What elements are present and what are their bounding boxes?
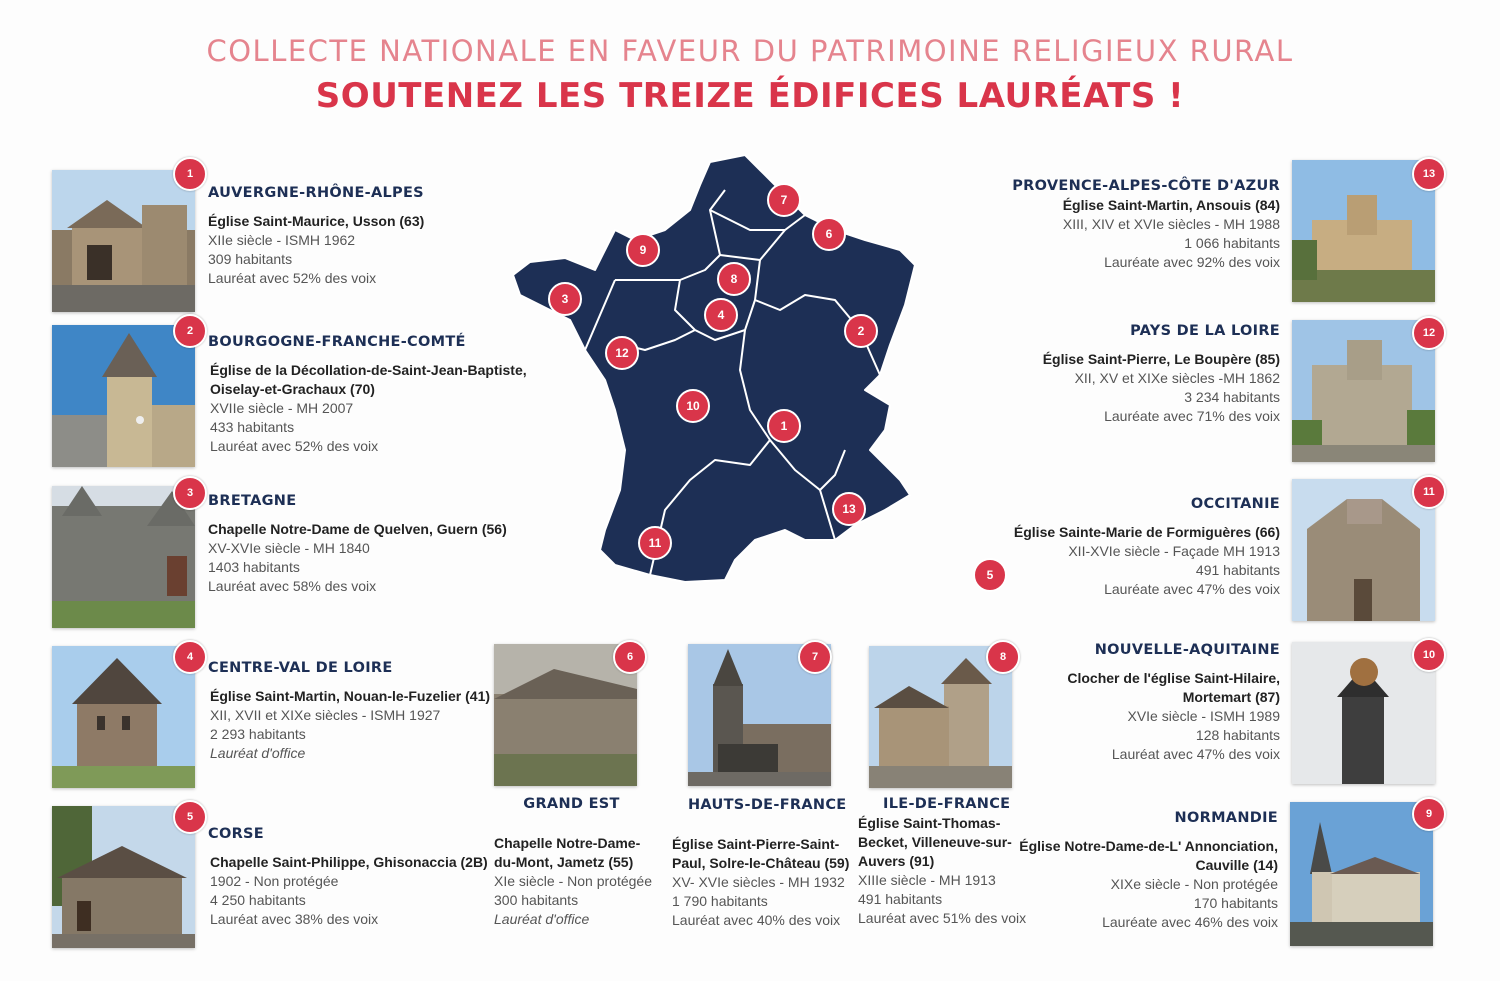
entry-bourgogne bbox=[210, 333, 530, 456]
building-name: Église Saint-Thomas-Becket, Villeneuve-sur-Auvers (91) bbox=[858, 815, 1012, 869]
photo-usson bbox=[52, 170, 195, 312]
map-pin-11: 11 bbox=[638, 526, 672, 560]
badge-4: 4 bbox=[173, 640, 207, 674]
region-label: PAYS DE LA LOIRE bbox=[1130, 323, 1280, 339]
building-century: XIe siècle - Non protégée bbox=[494, 873, 652, 889]
building-vote: Lauréat avec 52% des voix bbox=[208, 270, 377, 286]
building-century: XIIIe siècle - MH 1913 bbox=[858, 872, 996, 888]
building-name: Église de la Décollation-de-Saint-Jean-Baptiste, Oiselay-et-Grachaux (70) bbox=[210, 362, 527, 397]
map-pin-4: 4 bbox=[704, 298, 738, 332]
building-population: 433 habitants bbox=[210, 419, 295, 435]
region-label: OCCITANIE bbox=[1190, 496, 1280, 512]
map-pin-9: 9 bbox=[626, 233, 660, 267]
map-pin-7: 7 bbox=[767, 183, 801, 217]
building-century: XII, XV et XIXe siècles -MH 1862 bbox=[1074, 370, 1280, 386]
map-pin-10: 10 bbox=[676, 389, 710, 423]
entry-bretagne bbox=[208, 492, 508, 596]
building-name: Église Saint-Pierre-Saint-Paul, Solre-le-Château (59) bbox=[672, 836, 850, 871]
building-population: 491 habitants bbox=[1195, 562, 1280, 578]
building-population: 1 066 habitants bbox=[1184, 235, 1280, 251]
badge-10: 10 bbox=[1412, 638, 1446, 672]
region-label: CORSE bbox=[208, 826, 264, 842]
building-name: Église Sainte-Marie de Formiguères (66) bbox=[1013, 524, 1280, 540]
building-century: XIIe siècle - ISMH 1962 bbox=[208, 232, 356, 248]
building-vote: Lauréate avec 46% des voix bbox=[1102, 914, 1278, 930]
photo-ghisonaccia bbox=[52, 806, 195, 948]
entry-occitanie bbox=[1000, 495, 1280, 599]
building-population: 1403 habitants bbox=[208, 559, 300, 575]
photo-cauville bbox=[1290, 802, 1433, 946]
building-century: XVIe siècle - ISMH 1989 bbox=[1127, 708, 1280, 724]
building-vote: Lauréat d'office bbox=[494, 911, 590, 927]
building-population: 309 habitants bbox=[208, 251, 293, 267]
building-population: 491 habitants bbox=[858, 891, 943, 907]
building-population: 300 habitants bbox=[494, 892, 579, 908]
building-population: 3 234 habitants bbox=[1184, 389, 1280, 405]
map-pin-3: 3 bbox=[548, 282, 582, 316]
badge-5: 5 bbox=[173, 800, 207, 834]
building-vote: Lauréate avec 92% des voix bbox=[1104, 254, 1280, 270]
entry-pays-de-la-loire bbox=[1000, 322, 1280, 426]
entry-hauts-de-france bbox=[672, 796, 852, 930]
region-label: ILE-DE-FRANCE bbox=[883, 796, 1011, 812]
building-vote: Lauréat avec 47% des voix bbox=[1111, 746, 1280, 762]
building-population: 170 habitants bbox=[1193, 895, 1278, 911]
building-vote: Lauréate avec 47% des voix bbox=[1104, 581, 1280, 597]
region-label: BRETAGNE bbox=[208, 493, 297, 509]
building-vote: Lauréat avec 58% des voix bbox=[208, 578, 377, 594]
region-label: CENTRE-VAL DE LOIRE bbox=[208, 660, 393, 676]
badge-8: 8 bbox=[986, 640, 1020, 674]
entry-nouvelle-aquitaine bbox=[1010, 641, 1280, 764]
badge-3: 3 bbox=[173, 476, 207, 510]
france-map bbox=[505, 150, 994, 610]
badge-11: 11 bbox=[1412, 475, 1446, 509]
entry-normandie bbox=[1000, 809, 1278, 932]
entry-corse bbox=[208, 825, 498, 929]
subtitle: COLLECTE NATIONALE EN FAVEUR DU PATRIMOINE RELIGIEUX RURAL bbox=[206, 34, 1294, 68]
building-name: Clocher de l'église Saint-Hilaire, Mortemart (87) bbox=[1067, 670, 1280, 705]
building-name: Église Notre-Dame-de-L' Annonciation, Cauville (14) bbox=[1019, 838, 1278, 873]
building-vote: Lauréate avec 71% des voix bbox=[1104, 408, 1280, 424]
badge-1: 1 bbox=[173, 157, 207, 191]
badge-6: 6 bbox=[613, 640, 647, 674]
map-pin-12: 12 bbox=[605, 336, 639, 370]
building-name: Église Saint-Martin, Ansouis (84) bbox=[1062, 197, 1280, 213]
building-name: Église Saint-Maurice, Usson (63) bbox=[208, 213, 425, 229]
building-century: XII-XVIe siècle - Façade MH 1913 bbox=[1068, 543, 1280, 559]
building-name: Chapelle Notre-Dame-du-Mont, Jametz (55) bbox=[494, 835, 641, 870]
building-century: XII, XVII et XIXe siècles - ISMH 1927 bbox=[210, 707, 441, 723]
building-name: Chapelle Notre-Dame de Quelven, Guern (56) bbox=[208, 521, 507, 537]
building-century: XVIIe siècle - MH 2007 bbox=[210, 400, 354, 416]
building-vote: Lauréat avec 52% des voix bbox=[210, 438, 379, 454]
building-population: 1 790 habitants bbox=[672, 893, 768, 909]
map-pin-1: 1 bbox=[767, 409, 801, 443]
building-century: XIXe siècle - Non protégée bbox=[1110, 876, 1278, 892]
photo-nouan bbox=[52, 646, 195, 788]
entry-auvergne bbox=[208, 184, 488, 288]
building-vote: Lauréat avec 40% des voix bbox=[672, 912, 841, 928]
photo-quelven bbox=[52, 486, 195, 628]
region-label: GRAND EST bbox=[523, 796, 620, 812]
badge-13: 13 bbox=[1412, 157, 1446, 191]
building-century: 1902 - Non protégée bbox=[210, 873, 339, 889]
building-vote: Lauréat avec 38% des voix bbox=[210, 911, 379, 927]
building-century: XV-XVIe siècle - MH 1840 bbox=[208, 540, 370, 556]
building-population: 4 250 habitants bbox=[210, 892, 306, 908]
entry-centre bbox=[208, 659, 498, 763]
region-label: AUVERGNE-RHÔNE-ALPES bbox=[208, 185, 424, 201]
entry-paca bbox=[1000, 177, 1280, 272]
building-name: Église Saint-Martin, Nouan-le-Fuzelier (41) bbox=[210, 688, 491, 704]
building-vote: Lauréat avec 51% des voix bbox=[858, 910, 1027, 926]
photo-oiselay bbox=[52, 325, 195, 467]
map-pin-2: 2 bbox=[844, 314, 878, 348]
building-century: XIII, XIV et XVIe siècles - MH 1988 bbox=[1062, 216, 1280, 232]
badge-2: 2 bbox=[173, 314, 207, 348]
building-name: Chapelle Saint-Philippe, Ghisonaccia (2B) bbox=[210, 854, 488, 870]
entry-grand-est bbox=[494, 795, 659, 929]
map-pin-8: 8 bbox=[717, 262, 751, 296]
map-pin-13: 13 bbox=[832, 492, 866, 526]
region-label: NORMANDIE bbox=[1174, 810, 1278, 826]
building-population: 128 habitants bbox=[1195, 727, 1280, 743]
badge-9: 9 bbox=[1412, 797, 1446, 831]
badge-7: 7 bbox=[798, 640, 832, 674]
building-name: Église Saint-Pierre, Le Boupère (85) bbox=[1042, 351, 1280, 367]
building-population: 2 293 habitants bbox=[210, 726, 306, 742]
region-label: PROVENCE-ALPES-CÔTE D'AZUR bbox=[1012, 178, 1280, 194]
map-pin-5: 5 bbox=[973, 558, 1007, 592]
map-pin-6: 6 bbox=[812, 217, 846, 251]
region-label: BOURGOGNE-FRANCHE-COMTÉ bbox=[208, 334, 466, 350]
building-vote: Lauréat d'office bbox=[210, 745, 306, 761]
region-label: HAUTS-DE-FRANCE bbox=[688, 797, 847, 813]
page-title: SOUTENEZ LES TREIZE ÉDIFICES LAURÉATS ! bbox=[315, 76, 1185, 116]
building-century: XV- XVIe siècles - MH 1932 bbox=[672, 874, 845, 890]
badge-12: 12 bbox=[1412, 316, 1446, 350]
region-label: NOUVELLE-AQUITAINE bbox=[1094, 642, 1280, 658]
